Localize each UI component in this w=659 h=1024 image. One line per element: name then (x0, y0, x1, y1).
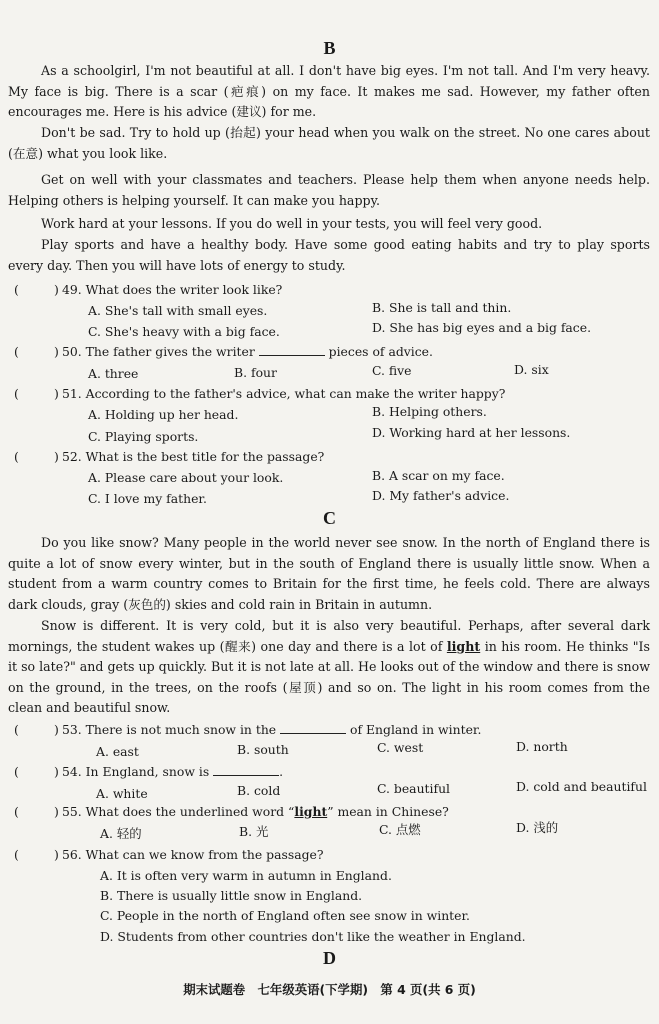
answer-blank[interactable] (213, 763, 279, 776)
question-stem: 56. What can we know from the passage? (62, 847, 324, 862)
passage-b-paragraph-2: Don't be sad. Try to hold up (抬起) your head when you walk on the street. No one cares about (在意) what you look like. (8, 125, 650, 161)
question-stem: 50. The father gives the writer pieces of advice. (62, 344, 433, 359)
answer-paren-right: ) (54, 449, 59, 464)
answer-paren-left[interactable]: ( (14, 344, 19, 359)
option-a: A. Holding up her head. (88, 407, 239, 422)
underlined-word-light: light (294, 804, 328, 819)
question-stem: 53. There is not much snow in the of England in winter. (62, 722, 482, 737)
option-c: C. five (372, 363, 412, 378)
option-d: D. Students from other countries don't like the weather in England. (100, 929, 526, 944)
section-d-title: D (323, 948, 336, 968)
answer-paren-left[interactable]: ( (14, 282, 19, 297)
passage-b-paragraph-3: Get on well with your classmates and teachers. Please help them when anyone needs help. Helping others is helping yourself. It can make you happy. (8, 172, 650, 208)
passage-b-paragraph-4: Work hard at your lessons. If you do well in your tests, you will feel very good. (41, 216, 543, 231)
question-stem: 52. What is the best title for the passage? (62, 449, 325, 464)
option-b: B. There is usually little snow in England. (100, 888, 363, 903)
answer-paren-left[interactable]: ( (14, 847, 19, 862)
question-51 (14, 384, 650, 404)
answer-paren-right: ) (54, 764, 59, 779)
option-c: C. west (377, 740, 424, 755)
option-b: B. 光 (239, 824, 269, 839)
passage-b-paragraph-1: As a schoolgirl, I'm not beautiful at all. I don't have big eyes. I'm not tall. And I'm very heavy. My face is big. There is a scar (疤痕) on my face. It makes me sad. However, my father often encourages me. Here is his advice (建议) for me. (8, 63, 650, 119)
question-56 (14, 845, 650, 865)
question-stem: 51. According to the father's advice, what can make the writer happy? (62, 386, 506, 401)
question-stem: 55. What does the underlined word “light” mean in Chinese? (62, 804, 449, 819)
option-a: A. Please care about your look. (88, 470, 284, 485)
page-footer: 期末试题卷 七年级英语(下学期) 第 4 页(共 6 页) (183, 982, 476, 997)
option-b: B. A scar on my face. (372, 468, 505, 483)
section-b-title: B (323, 38, 336, 58)
option-d: D. Working hard at her lessons. (372, 425, 571, 440)
option-d: D. six (514, 362, 549, 377)
option-c: C. beautiful (377, 781, 451, 796)
option-d: D. 浅的 (516, 820, 559, 835)
passage-c-paragraph-1: Do you like snow? Many people in the world never see snow. In the north of England there is quite a lot of snow every winter, but in the south of England there is usually little snow. When a student from a warm country comes to Britain for the first time, he feels cold. There are always dark clouds, gray (灰色的) skies and cold rain in Britain in autumn. (8, 535, 650, 612)
option-a: A. 轻的 (100, 826, 142, 841)
question-52 (14, 447, 650, 467)
option-b: B. Helping others. (372, 404, 487, 419)
answer-blank[interactable] (280, 721, 346, 734)
option-d: D. north (516, 739, 568, 754)
answer-paren-left[interactable]: ( (14, 764, 19, 779)
option-c: C. I love my father. (88, 491, 207, 506)
option-d: D. cold and beautiful (516, 779, 647, 794)
answer-paren-right: ) (54, 847, 59, 862)
option-a: A. It is often very warm in autumn in England. (100, 868, 392, 883)
option-c: C. Playing sports. (88, 429, 199, 444)
answer-paren-left[interactable]: ( (14, 449, 19, 464)
option-a: A. white (96, 786, 148, 801)
option-c: C. 点燃 (379, 822, 421, 837)
passage-c-paragraph-2: Snow is different. It is very cold, but it is also very beautiful. Perhaps, after several dark mornings, the student wakes up (醒来) one day and there is a lot of light in his room. He thinks "Is it so late?" and gets up quickly. But it is not late at all. He looks out of the window and there is snow on the ground, in the trees, on the roofs (屋顶) and so on. The light in his room comes from the clean and beautiful snow. (8, 618, 650, 715)
option-a: A. She's tall with small eyes. (88, 303, 268, 318)
section-c-title: C (323, 508, 336, 528)
answer-paren-left[interactable]: ( (14, 386, 19, 401)
question-stem: 54. In England, snow is . (62, 764, 284, 779)
answer-paren-right: ) (54, 282, 59, 297)
question-stem: 49. What does the writer look like? (62, 282, 283, 297)
option-c: C. People in the north of England often see snow in winter. (100, 908, 470, 923)
option-b: B. She is tall and thin. (372, 300, 512, 315)
underlined-word-light: light (446, 638, 481, 654)
option-d: D. My father's advice. (372, 488, 510, 503)
option-c: C. She's heavy with a big face. (88, 324, 280, 339)
answer-paren-right: ) (54, 804, 59, 819)
question-50 (14, 342, 650, 362)
answer-paren-left[interactable]: ( (14, 722, 19, 737)
option-a: A. east (96, 744, 139, 759)
option-b: B. four (234, 365, 277, 380)
option-a: A. three (88, 366, 139, 381)
answer-paren-right: ) (54, 386, 59, 401)
answer-blank[interactable] (259, 343, 325, 356)
question-49 (14, 280, 650, 300)
answer-paren-right: ) (54, 722, 59, 737)
option-b: B. cold (237, 783, 281, 798)
passage-b-paragraph-5: Play sports and have a healthy body. Have some good eating habits and try to play sports every day. Then you will have lots of energy to study. (8, 237, 650, 273)
option-d: D. She has big eyes and a big face. (372, 320, 592, 335)
option-b: B. south (237, 742, 289, 757)
answer-paren-right: ) (54, 344, 59, 359)
answer-paren-left[interactable]: ( (14, 804, 19, 819)
